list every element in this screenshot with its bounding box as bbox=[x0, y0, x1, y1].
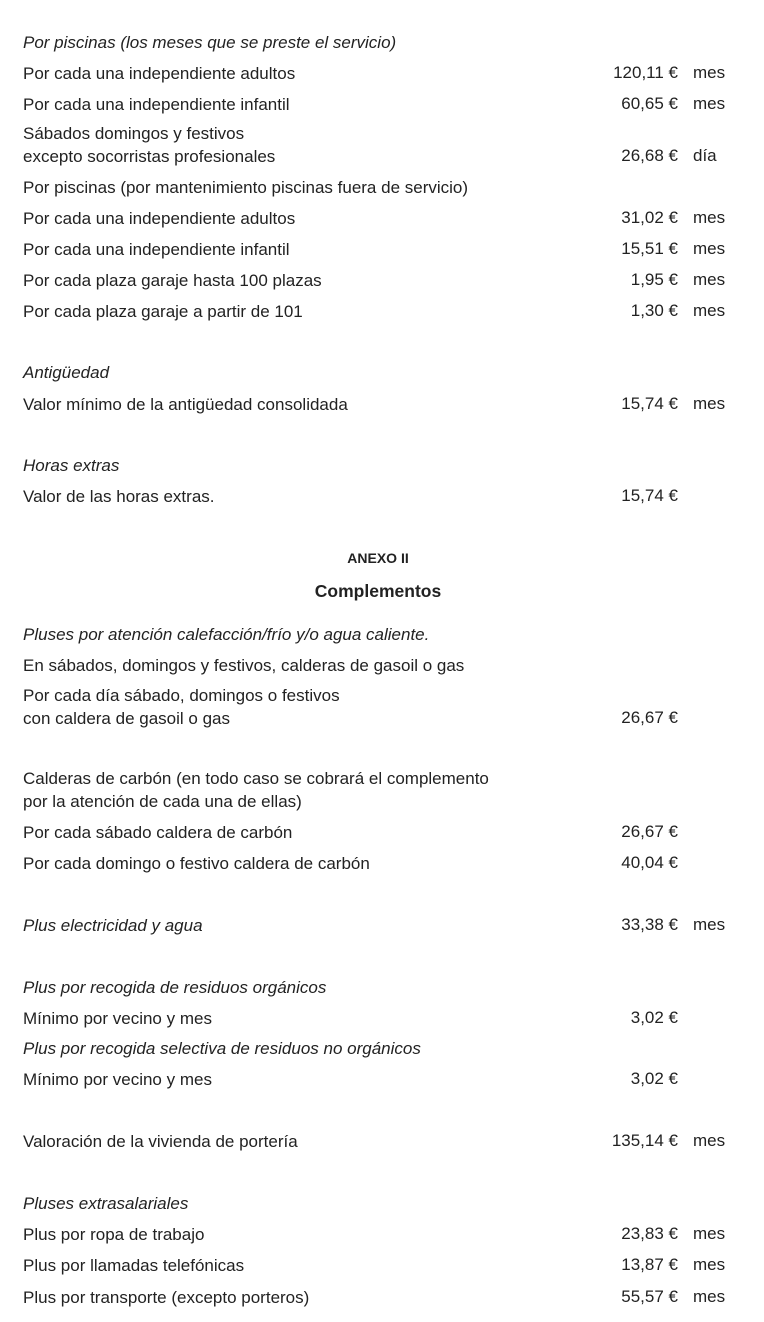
label-line: Por cada una independiente adultos bbox=[23, 209, 296, 228]
label-line: con caldera de gasoil o gas bbox=[23, 709, 230, 728]
item-label bbox=[23, 1254, 244, 1277]
label-line: Horas extras bbox=[23, 456, 120, 475]
label-line: Pluses extrasalariales bbox=[23, 1194, 189, 1213]
amount-value: 13,87 € bbox=[621, 1255, 678, 1274]
label-line: Valoración de la vivienda de portería bbox=[23, 1132, 298, 1151]
item-label bbox=[23, 1223, 204, 1246]
label-line: Valor mínimo de la antigüedad consolidada bbox=[23, 395, 348, 414]
item-label bbox=[23, 852, 370, 875]
label-line: Plus electricidad y agua bbox=[23, 916, 203, 935]
item-label bbox=[23, 1068, 212, 1091]
label-line: Por cada sábado caldera de carbón bbox=[23, 823, 293, 842]
item-label bbox=[23, 1286, 309, 1309]
amount-value: 31,02 € bbox=[621, 208, 678, 227]
label-line: Antigüedad bbox=[23, 363, 110, 382]
amount-value: 26,67 € bbox=[621, 708, 678, 727]
item-label bbox=[23, 62, 295, 85]
label-line: Plus por recogida de residuos orgánicos bbox=[23, 978, 327, 997]
amount-value: 15,74 € bbox=[621, 394, 678, 413]
section-heading bbox=[23, 623, 429, 646]
label-line: Plus por llamadas telefónicas bbox=[23, 1256, 245, 1275]
amount-value: 55,57 € bbox=[621, 1287, 678, 1306]
label-line: Por cada día sábado, domingos o festivos bbox=[23, 686, 340, 705]
item-label bbox=[23, 238, 290, 261]
amount-value: 1,30 € bbox=[630, 301, 678, 320]
label-line: Por cada una independiente adultos bbox=[23, 64, 296, 83]
item-label bbox=[23, 176, 468, 199]
section-heading bbox=[23, 1037, 421, 1060]
unit-label: mes bbox=[693, 1287, 726, 1306]
unit-label: mes bbox=[693, 1224, 726, 1243]
amount-value: 120,11 € bbox=[613, 63, 678, 82]
label-line: Por cada domingo o festivo caldera de carbón bbox=[23, 854, 370, 873]
amount-value: 1,95 € bbox=[630, 270, 678, 289]
unit-label: mes bbox=[693, 1255, 726, 1274]
unit-label: mes bbox=[693, 915, 726, 934]
amount-value: 60,65 € bbox=[621, 94, 678, 113]
item-label bbox=[23, 1007, 212, 1030]
label-line: por la atención de cada una de ellas) bbox=[23, 792, 302, 811]
amount-value: 15,74 € bbox=[621, 486, 678, 505]
amount-value: 26,67 € bbox=[621, 822, 678, 841]
label-line: Sábados domingos y festivos bbox=[23, 124, 245, 143]
amount-value: 26,68 € bbox=[621, 146, 678, 165]
label-line: En sábados, domingos y festivos, calderas de gasoil o gas bbox=[23, 656, 465, 675]
label-line: Plus por recogida selectiva de residuos no orgánicos bbox=[23, 1039, 421, 1058]
section-heading bbox=[23, 361, 109, 384]
amount-value: 40,04 € bbox=[621, 853, 678, 872]
amount-value: 15,51 € bbox=[621, 239, 678, 258]
label-line: Por cada plaza garaje a partir de 101 bbox=[23, 302, 303, 321]
amount-value: 3,02 € bbox=[630, 1069, 678, 1088]
unit-label: mes bbox=[693, 63, 726, 82]
label-line: Plus por transporte (excepto porteros) bbox=[23, 1288, 310, 1307]
label-line: Plus por ropa de trabajo bbox=[23, 1225, 205, 1244]
annex-subtitle: Complementos bbox=[314, 581, 442, 601]
item-label bbox=[23, 207, 295, 230]
item-label bbox=[23, 485, 215, 508]
amount-value: 23,83 € bbox=[621, 1224, 678, 1243]
annex-title: ANEXO II bbox=[347, 550, 409, 566]
label-line: Pluses por atención calefacción/frío y/o agua caliente. bbox=[23, 625, 430, 644]
item-label bbox=[23, 821, 292, 844]
label-line: Por cada una independiente infantil bbox=[23, 95, 290, 114]
unit-label: mes bbox=[693, 394, 726, 413]
amount-value: 3,02 € bbox=[630, 1008, 678, 1027]
label-line: Mínimo por vecino y mes bbox=[23, 1070, 212, 1089]
section-heading bbox=[23, 976, 326, 999]
item-label bbox=[23, 93, 290, 116]
unit-label: mes bbox=[693, 208, 726, 227]
amount-value: 135,14 € bbox=[611, 1131, 678, 1150]
item-label bbox=[23, 1130, 298, 1153]
section-heading bbox=[23, 1192, 188, 1215]
unit-label: día bbox=[693, 146, 717, 165]
item-label bbox=[23, 269, 322, 292]
section-heading bbox=[23, 31, 396, 54]
item-label bbox=[23, 393, 348, 416]
label-line: Calderas de carbón (en todo caso se cobrará el complemento bbox=[23, 769, 489, 788]
section-heading bbox=[23, 454, 119, 477]
unit-label: mes bbox=[693, 1131, 726, 1150]
label-line: Mínimo por vecino y mes bbox=[23, 1009, 212, 1028]
item-label bbox=[23, 684, 340, 730]
item-label bbox=[23, 767, 489, 813]
amount-value: 33,38 € bbox=[621, 915, 678, 934]
label-line: Valor de las horas extras. bbox=[23, 487, 215, 506]
unit-label: mes bbox=[693, 239, 726, 258]
label-line: Por cada una independiente infantil bbox=[23, 240, 290, 259]
item-label bbox=[23, 300, 303, 323]
unit-label: mes bbox=[693, 301, 726, 320]
section-heading bbox=[23, 914, 203, 937]
item-label bbox=[23, 654, 464, 677]
label-line: excepto socorristas profesionales bbox=[23, 147, 276, 166]
label-line: Por cada plaza garaje hasta 100 plazas bbox=[23, 271, 322, 290]
unit-label: mes bbox=[693, 270, 726, 289]
unit-label: mes bbox=[693, 94, 726, 113]
item-label bbox=[23, 122, 275, 168]
label-line: Por piscinas (por mantenimiento piscinas fuera de servicio) bbox=[23, 178, 469, 197]
label-line: Por piscinas (los meses que se preste el servicio) bbox=[23, 33, 397, 52]
